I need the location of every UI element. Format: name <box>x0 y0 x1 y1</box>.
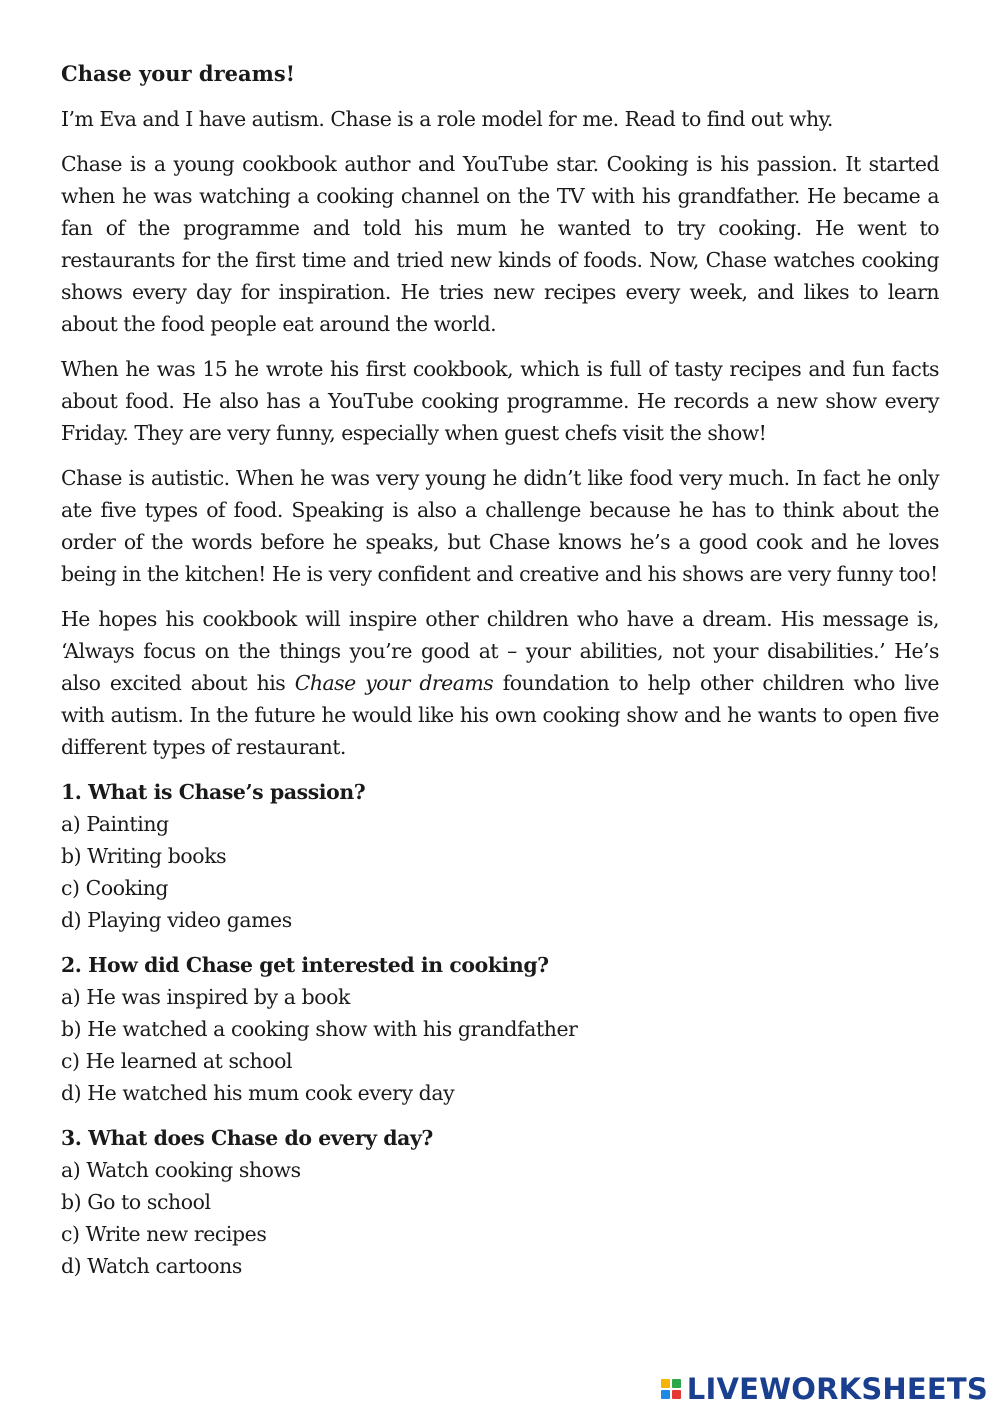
question-3-option-b[interactable]: b) Go to school <box>61 1190 211 1214</box>
question-2-option-a[interactable]: a) He was inspired by a book <box>61 985 350 1009</box>
question-2 <box>61 949 939 1109</box>
logo-square-4 <box>672 1390 681 1399</box>
paragraph-4-end: foundation to help other children who live with autism. In the future he would like his own cooking show and he wants to open five different types of restaurant. <box>61 671 940 759</box>
question-2-text: 2. How did Chase get interested in cooking? <box>61 953 549 977</box>
question-3-option-c[interactable]: c) Write new recipes <box>61 1222 267 1246</box>
paragraph-1: Chase is a young cookbook author and YouTube star. Cooking is his passion. It started when he was watching a cooking channel on the TV with his grandfather. He became a fan of the programme and told his mum he wanted to try cooking. He went to restaurants for the first time and tried new kinds of foods. Now, Chase watches cooking shows every day for inspiration. He tries new recipes every week, and likes to learn about the food people eat around the world. <box>61 152 939 336</box>
question-1-option-c[interactable]: c) Cooking <box>61 876 169 900</box>
question-3-option-d[interactable]: d) Watch cartoons <box>61 1254 242 1278</box>
question-2-option-b[interactable]: b) He watched a cooking show with his grandfather <box>61 1017 578 1041</box>
paragraph-3: Chase is autistic. When he was very young he didn’t like food very much. In fact he only ate five types of food. Speaking is also a challenge because he has to think about the order of the words before he speaks, but Chase knows he’s a good cook and he loves being in the kitchen! He is very confident and creative and his shows are very funny too! <box>61 466 939 586</box>
liveworksheets-logo[interactable] <box>661 1372 988 1406</box>
logo-square-3 <box>661 1390 670 1399</box>
logo-square-1 <box>661 1379 670 1388</box>
question-3-text: 3. What does Chase do every day? <box>61 1126 433 1150</box>
question-2-option-c[interactable]: c) He learned at school <box>61 1049 293 1073</box>
logo-square-2 <box>672 1379 681 1388</box>
worksheet-page <box>61 58 939 1295</box>
liveworksheets-logo-text: LIVEWORKSHEETS <box>686 1372 988 1406</box>
question-2-option-d[interactable]: d) He watched his mum cook every day <box>61 1081 455 1105</box>
page-title: Chase your dreams! <box>61 61 295 86</box>
paragraph-4 <box>61 603 939 763</box>
question-1-option-a[interactable]: a) Painting <box>61 812 169 836</box>
question-3 <box>61 1122 939 1282</box>
intro-paragraph: I’m Eva and I have autism. Chase is a role model for me. Read to find out why. <box>61 107 833 131</box>
question-1-option-d[interactable]: d) Playing video games <box>61 908 292 932</box>
question-1 <box>61 776 939 936</box>
question-1-text: 1. What is Chase’s passion? <box>61 780 366 804</box>
paragraph-4-start: He hopes his cookbook will inspire other children who have a dream. His message is, ‘Always focus on the things you’re good at – your abilities, not your disabilities.’ He’s also excited about his <box>61 607 939 695</box>
question-1-option-b[interactable]: b) Writing books <box>61 844 227 868</box>
foundation-name: Chase your dreams <box>294 671 494 695</box>
paragraph-2: When he was 15 he wrote his first cookbook, which is full of tasty recipes and fun facts about food. He also has a YouTube cooking programme. He records a new show every Friday. They are very funny, especially when guest chefs visit the show! <box>61 357 939 445</box>
question-3-option-a[interactable]: a) Watch cooking shows <box>61 1158 301 1182</box>
liveworksheets-logo-icon <box>661 1379 681 1399</box>
